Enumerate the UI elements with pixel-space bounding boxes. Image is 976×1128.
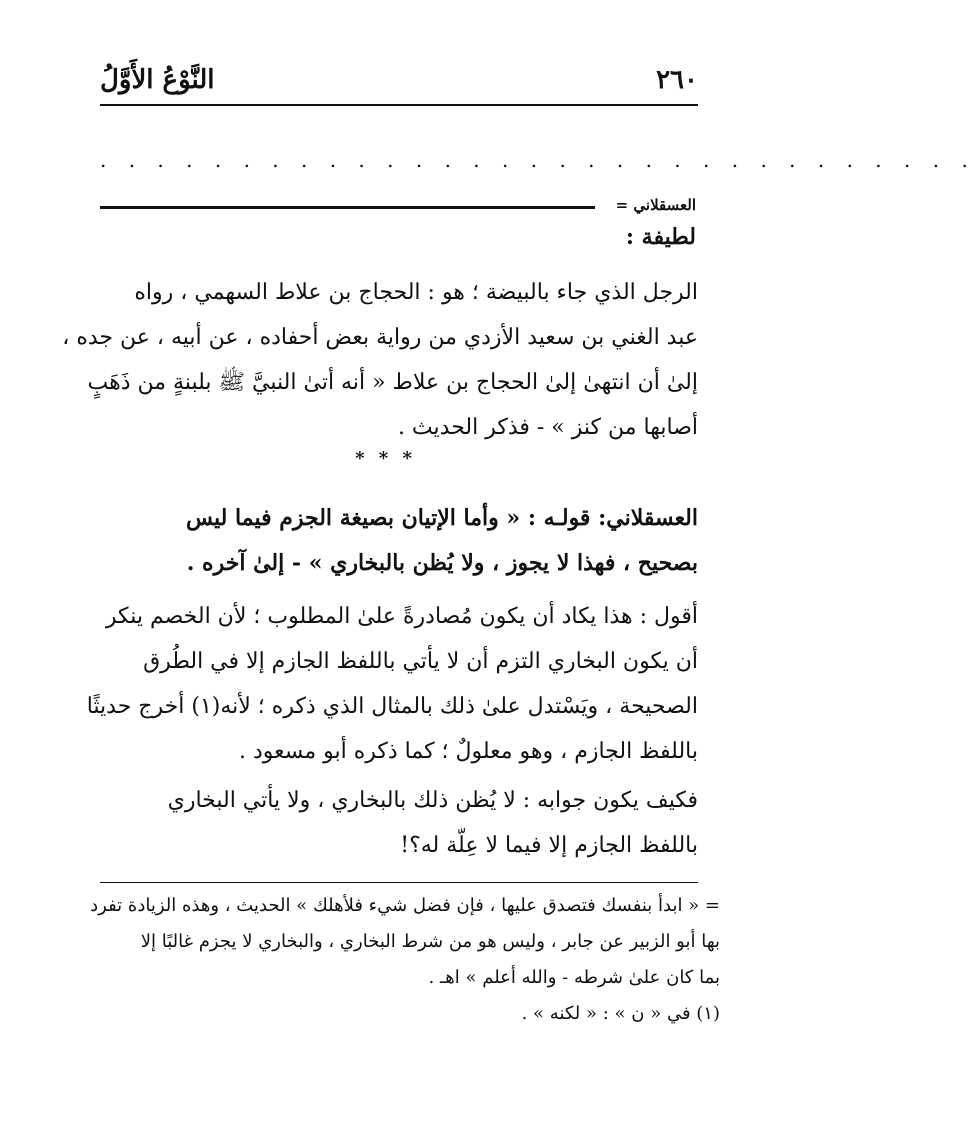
- footnote-line: بها أبو الزبير عن جابر ، وليس هو من شرط البخاري ، والبخاري لا يجزم غالبًا إلا: [140, 931, 720, 952]
- text-line: عبد الغني بن سعيد الأزدي من رواية بعض أحفاده ، عن أبيه ، عن جده ،: [62, 325, 698, 350]
- text-line: أن يكون البخاري التزم أن لا يأتي باللفظ الجازم إلا في الطُرق: [143, 649, 698, 674]
- paragraph-3: [86, 594, 698, 774]
- page-header: [100, 60, 698, 100]
- footnote-line: (١) في « ن » : « لكنه » .: [521, 1003, 720, 1024]
- text-line: باللفظ الجازم ، وهو معلولٌ ؛ كما ذكره أبو مسعود .: [238, 739, 698, 764]
- footnotes: [90, 888, 720, 1032]
- text-line: فكيف يكون جوابه : لا يُظن ذلك بالبخاري ، ولا يأتي البخاري: [167, 788, 698, 813]
- paragraph-2: [100, 496, 698, 586]
- footnote-rule: [100, 882, 698, 883]
- section-divider-stars: * * *: [355, 448, 416, 469]
- paragraph-1: [62, 270, 698, 450]
- text-line: الرجل الذي جاء بالبيضة ؛ هو : الحجاج بن علاط السهمي ، رواه: [134, 280, 698, 305]
- separator-rule: [100, 206, 595, 209]
- text-line: باللفظ الجازم إلا فيما لا عِلّة له؟!: [400, 833, 698, 858]
- section-heading: لطيفة :: [625, 224, 696, 250]
- footnote-line: = « ابدأ بنفسك فتصدق عليها ، فإن فضل شيء فلأهلك » الحديث ، وهذه الزيادة تفرد: [90, 895, 720, 916]
- separator-label: العسقلاني =: [615, 196, 696, 214]
- text-line: الصحيحة ، ويَسْتدل علىٰ ذلك بالمثال الذي ذكره ؛ لأنه(١) أخرج حديثًا: [86, 694, 698, 719]
- text-line: إلىٰ أن انتهىٰ إلىٰ الحجاج بن علاط « أنه أتىٰ النبيَّ ﷺ بلبنةٍ من ذَهَبٍ: [87, 370, 698, 395]
- text-line: العسقلاني: قولـه : « وأما الإتيان بصيغة الجزم فيما ليس: [185, 505, 698, 531]
- text-line: أقول : هذا يكاد أن يكون مُصادرةً علىٰ المطلوب ؛ لأن الخصم ينكر: [105, 604, 698, 629]
- paragraph-4: [100, 778, 698, 868]
- footnote-line: بما كان علىٰ شرطه - والله أعلم » اهـ .: [428, 967, 720, 988]
- ellipsis-dots: . . . . . . . . . . . . . . . . . . . . . . . . . . . . . . .: [100, 148, 976, 172]
- text-line: أصابها من كنز » - فذكر الحديث .: [397, 415, 698, 440]
- text-line: بصحيح ، فهذا لا يجوز ، ولا يُظن بالبخاري » - إلىٰ آخره .: [186, 550, 698, 576]
- page-number: ٢٦٠: [656, 65, 698, 95]
- running-title: النَّوْعُ الأَوَّلُ: [100, 65, 215, 95]
- header-rule: [100, 104, 698, 106]
